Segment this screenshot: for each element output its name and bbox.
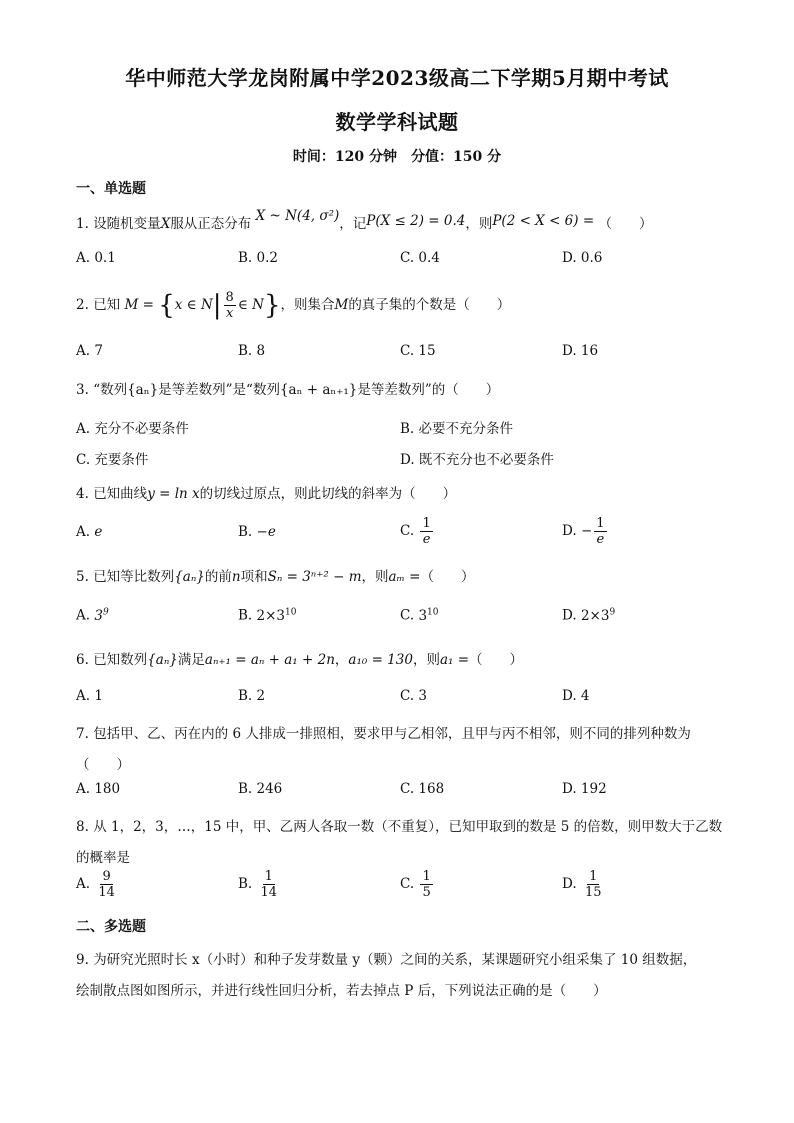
options-row-4 — [76, 516, 726, 556]
math-expression: aₙ₊₁ = aₙ + a₁ + 2n — [204, 652, 335, 668]
option-c: C. $\frac{1}{e}$ — [400, 516, 431, 547]
question-number: 9. — [76, 952, 89, 968]
answer-paren: （ ） — [598, 216, 653, 232]
question-text: ，则 — [465, 216, 493, 232]
math-expression: aₘ = — [388, 569, 421, 585]
left-brace: { — [158, 290, 175, 321]
question-text: ，则 — [361, 569, 389, 585]
math-expression: {aₙ} — [147, 652, 178, 668]
option-a: A. $\frac{9}{14}$ — [76, 869, 115, 900]
option-b: B. −e — [238, 524, 276, 540]
option-b: B. $2\times 3^{10}$ — [238, 607, 297, 624]
option-b: B. $\frac{1}{14}$ — [238, 869, 278, 900]
math-expression: y = ln x — [147, 486, 200, 502]
options-row-8 — [76, 869, 726, 909]
exam-info: 时间：120 分钟 分值：150 分 — [292, 149, 502, 165]
option-c: C. 0.4 — [400, 250, 440, 266]
options-row-1 — [76, 250, 726, 274]
option-d: D. $2\times 3^9$ — [562, 607, 616, 624]
math-expression: P(2 < X < 6) = — [492, 213, 595, 229]
question-number: 5. — [76, 569, 89, 585]
option-b: B. 必要不充分条件 — [400, 421, 514, 437]
exam-title: 华中师范大学龙岗附属中学2023级高二下学期5月期中考试 — [125, 66, 669, 90]
option-a: A. 1 — [76, 688, 103, 704]
option-c: C. $3^{10}$ — [400, 607, 439, 624]
fraction: $\frac{8}{x}$ — [225, 290, 234, 321]
answer-paren: （ ） — [76, 757, 130, 773]
option-c: C. 15 — [400, 343, 436, 359]
option-b: B. 2 — [238, 688, 266, 704]
question-text: 已知数列 — [93, 652, 148, 668]
question-text: 的切线过原点，则此切线的斜率为（ ） — [199, 486, 457, 502]
option-d: D. 0.6 — [562, 250, 603, 266]
question-text: ， — [334, 652, 349, 668]
question-text: 项和 — [240, 569, 268, 585]
option-d: D. 16 — [562, 343, 599, 359]
options-row-3b — [76, 448, 726, 472]
exam-subtitle: 数学学科试题 — [335, 110, 459, 134]
question-5 — [76, 567, 726, 587]
question-7 — [76, 719, 726, 781]
right-brace: } — [263, 290, 281, 321]
question-text: 满足 — [177, 652, 205, 668]
bar: | — [212, 290, 222, 321]
question-text: 包括甲、乙、丙在内的 6 人排成一排照相，要求甲与乙相邻，且甲与丙不相邻，则不同的排列种数为 — [93, 726, 691, 742]
question-number: 8. — [76, 819, 89, 835]
option-a: A. $3^9$ — [76, 607, 109, 624]
question-text: 为研究光照时长 x（小时）和种子发芽数量 y（颗）之间的关系，某课题研究小组采集了 10 组数据， — [93, 952, 697, 968]
question-number: 2. — [76, 297, 89, 313]
options-row-6 — [76, 688, 726, 712]
question-9 — [76, 945, 726, 1007]
question-text: 绘制散点图如图所示，并进行线性回归分析，若去掉点 P 后，下列说法正确的是（ ） — [76, 983, 607, 999]
option-c: C. 3 — [400, 688, 428, 704]
math-expression: a₁₀ = 130 — [348, 652, 413, 668]
math-var: M — [334, 297, 349, 313]
math-expression: a₁ = — [439, 652, 470, 668]
answer-paren: （ ） — [420, 569, 475, 585]
math-expression: P(X ≤ 2) = 0.4 — [366, 213, 466, 229]
question-number: 6. — [76, 652, 89, 668]
question-text: 已知等比数列 — [93, 569, 175, 585]
question-text: 已知曲线 — [93, 486, 148, 502]
option-d: D. 既不充分也不必要条件 — [400, 452, 554, 468]
question-text: 的概率是 — [76, 850, 130, 866]
question-text: 从 1，2，3，…，15 中，甲、乙两人各取一数（不重复），已知甲取到的数是 5 的倍数，则甲数大于乙数 — [93, 819, 723, 835]
question-text: 设随机变量 — [93, 216, 161, 232]
question-3 — [76, 380, 726, 400]
option-d: D. $\frac{1}{15}$ — [562, 869, 602, 900]
math-expression: x ∈ N — [174, 297, 213, 313]
option-d: D. 4 — [562, 688, 590, 704]
option-a: A. 0.1 — [76, 250, 116, 266]
question-text: ，则 — [412, 652, 440, 668]
question-text: 的前 — [204, 569, 232, 585]
section-multi-choice: 二、多选题 — [76, 919, 146, 935]
question-text: 的真子集的个数是（ ） — [348, 297, 511, 313]
math-var: X — [160, 216, 171, 232]
options-row-7 — [76, 781, 726, 805]
question-6 — [76, 650, 726, 670]
question-text: ，记 — [339, 216, 367, 232]
math-expression: ∈ N — [237, 297, 264, 313]
question-text: 已知 — [93, 297, 121, 313]
question-1 — [76, 208, 726, 234]
option-c: C. 充要条件 — [76, 452, 149, 468]
option-a: A. 7 — [76, 343, 103, 359]
math-expression: M = — [124, 297, 154, 313]
option-b: B. 246 — [238, 781, 283, 797]
option-c: C. $\frac{1}{5}$ — [400, 869, 431, 900]
option-c: C. 168 — [400, 781, 445, 797]
option-b: B. 0.2 — [238, 250, 278, 266]
math-var: n — [231, 569, 241, 585]
option-a: A. 180 — [76, 781, 121, 797]
question-number: 1. — [76, 216, 89, 232]
option-d: D. 192 — [562, 781, 607, 797]
question-text: 服从正态分布 — [170, 216, 252, 232]
question-2 — [76, 290, 726, 321]
math-expression: Sₙ = 3ⁿ⁺² − m — [267, 569, 362, 585]
math-expression: {aₙ} — [174, 569, 205, 585]
question-4 — [76, 484, 726, 504]
options-row-5 — [76, 607, 726, 631]
option-a: A. 充分不必要条件 — [76, 421, 189, 437]
question-8 — [76, 812, 726, 874]
options-row-2 — [76, 343, 726, 367]
math-expression: X ~ N(4, σ²) — [255, 208, 340, 224]
options-row-3a — [76, 417, 726, 441]
question-text: “数列{aₙ}是等差数列”是“数列{aₙ + aₙ₊₁}是等差数列”的（ ） — [93, 382, 500, 398]
question-number: 4. — [76, 486, 89, 502]
section-single-choice: 一、单选题 — [76, 181, 146, 197]
answer-paren: （ ） — [469, 652, 524, 668]
question-number: 3. — [76, 382, 89, 398]
question-number: 7. — [76, 726, 89, 742]
option-a: A. e — [76, 524, 103, 540]
question-text: ，则集合 — [280, 297, 335, 313]
option-d: D. − $\frac{1}{e}$ — [562, 516, 605, 547]
option-b: B. 8 — [238, 343, 266, 359]
